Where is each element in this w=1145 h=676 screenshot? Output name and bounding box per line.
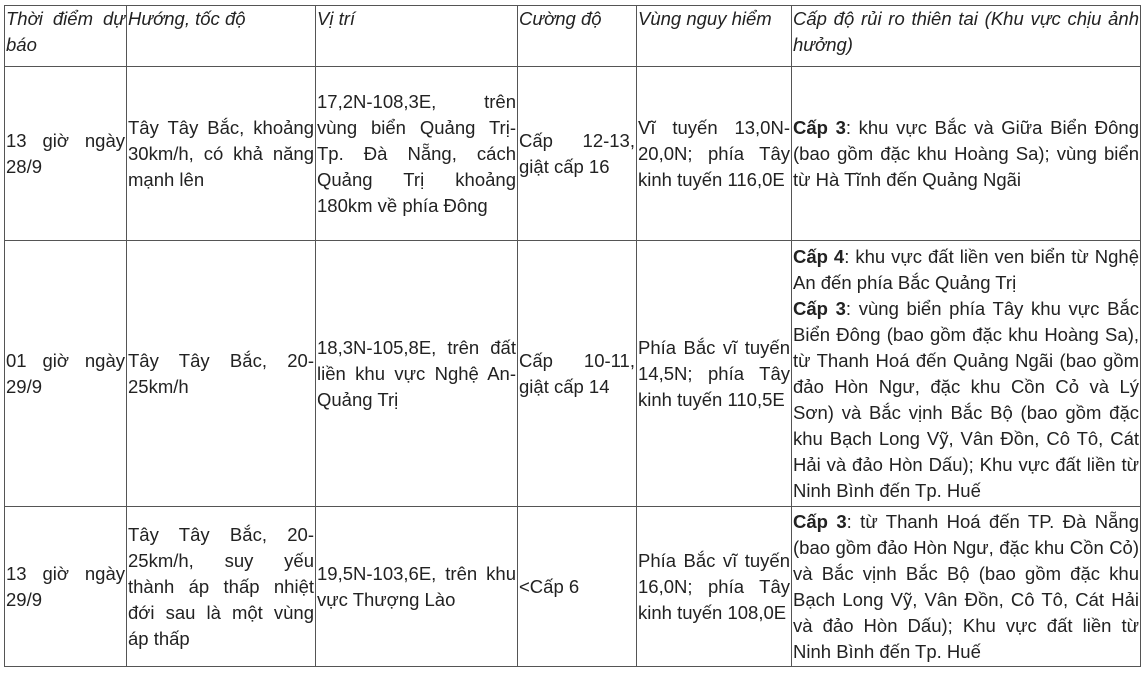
- cell-intensity: <Cấp 6: [518, 507, 637, 667]
- cell-position: 19,5N-103,6E, trên khu vực Thượng Lào: [316, 507, 518, 667]
- risk-item: [793, 509, 1139, 665]
- header-position: Vị trí: [316, 6, 518, 67]
- cell-time: 13 giờ ngày 29/9: [5, 507, 127, 667]
- cell-direction: Tây Tây Bắc, 20-25km/h: [127, 241, 316, 507]
- table-row: [5, 507, 1141, 667]
- cell-position: 17,2N-108,3E, trên vùng biển Quảng Trị-Tp. Đà Nẵng, cách Quảng Trị khoảng 180km về phía Đông: [316, 67, 518, 241]
- risk-level: Cấp 3: [793, 510, 847, 532]
- cell-danger-zone: Phía Bắc vĩ tuyến 14,5N; phía Tây kinh tuyến 110,5E: [637, 241, 792, 507]
- risk-item: [793, 115, 1139, 193]
- cell-intensity: Cấp 12-13, giật cấp 16: [518, 67, 637, 241]
- risk-level: Cấp 3: [793, 297, 846, 319]
- risk-text: : vùng biển phía Tây khu vực Bắc Biển Đông (bao gồm đặc khu Hoàng Sa), từ Thanh Hoá đến Quảng Ngãi (bao gồm đảo Hòn Ngư, đặc khu Cồn Cỏ và Lý Sơn) và Bắc vịnh Bắc Bộ (bao gồm đặc khu Bạch Long Vỹ, Vân Đồn, Cô Tô, Cát Hải và đảo Hòn Dấu); Khu vực đất liền từ Ninh Bình đến Tp. Huế: [793, 297, 1139, 501]
- cell-direction: Tây Tây Bắc, khoảng 30km/h, có khả năng mạnh lên: [127, 67, 316, 241]
- cell-time: 13 giờ ngày 28/9: [5, 67, 127, 241]
- header-intensity: Cường độ: [518, 6, 637, 67]
- header-danger-zone: Vùng nguy hiểm: [637, 6, 792, 67]
- table-row: [5, 67, 1141, 241]
- cell-risk: [792, 507, 1141, 667]
- forecast-table: [4, 5, 1141, 667]
- header-row: [5, 6, 1141, 67]
- table-row: [5, 241, 1141, 507]
- cell-risk: [792, 241, 1141, 507]
- risk-level: Cấp 3: [793, 116, 846, 138]
- risk-item: [793, 244, 1139, 296]
- header-direction: Hướng, tốc độ: [127, 6, 316, 67]
- header-time: Thời điểm dự báo: [5, 6, 127, 67]
- cell-time: 01 giờ ngày 29/9: [5, 241, 127, 507]
- cell-intensity: Cấp 10-11, giật cấp 14: [518, 241, 637, 507]
- cell-danger-zone: Phía Bắc vĩ tuyến 16,0N; phía Tây kinh tuyến 108,0E: [637, 507, 792, 667]
- risk-text: : khu vực Bắc và Giữa Biển Đông (bao gồm đặc khu Hoàng Sa); vùng biển từ Hà Tĩnh đến Quảng Ngãi: [793, 116, 1139, 190]
- risk-text: : khu vực đất liền ven biển từ Nghệ An đến phía Bắc Quảng Trị: [793, 245, 1139, 293]
- cell-direction: Tây Tây Bắc, 20-25km/h, suy yếu thành áp thấp nhiệt đới sau là một vùng áp thấp: [127, 507, 316, 667]
- risk-item: [793, 296, 1139, 504]
- risk-level: Cấp 4: [793, 245, 845, 267]
- cell-risk: [792, 67, 1141, 241]
- cell-position: 18,3N-105,8E, trên đất liền khu vực Nghệ An-Quảng Trị: [316, 241, 518, 507]
- risk-text: : từ Thanh Hoá đến TP. Đà Nẵng (bao gồm đảo Hòn Ngư, đặc khu Cồn Cỏ) và Bắc vịnh Bắc Bộ (bao gồm đặc khu Bạch Long Vỹ, Vân Đồn, Cô Tô, Cát Hải và đảo Hòn Dấu); Khu vực đất liền từ Ninh Bình đến Tp. Huế: [793, 510, 1139, 662]
- cell-danger-zone: Vĩ tuyến 13,0N-20,0N; phía Tây kinh tuyến 116,0E: [637, 67, 792, 241]
- header-risk: Cấp độ rủi ro thiên tai (Khu vực chịu ảnh hưởng): [792, 6, 1141, 67]
